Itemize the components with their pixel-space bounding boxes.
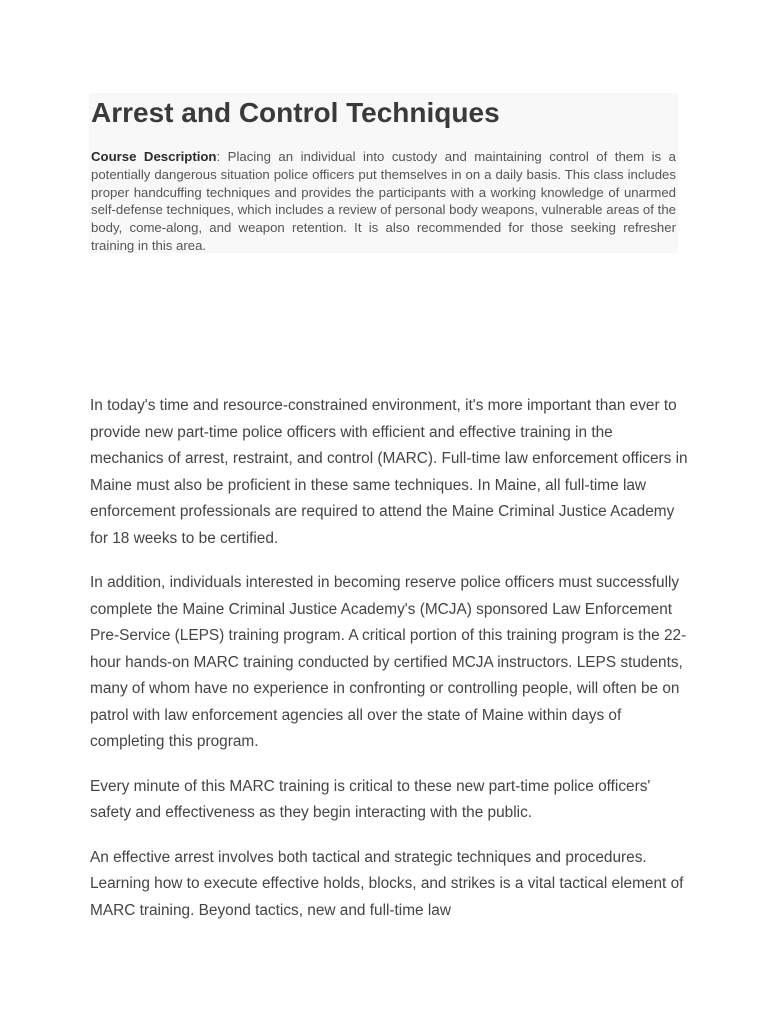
course-header-block [89,93,678,253]
body-paragraph: An effective arrest involves both tactical and strategic techniques and procedures. Learning how to execute effective holds, blocks, and strikes is a vital tactical element of MARC training. Beyond tactics, new and full-time law [90,848,684,919]
page-title: Arrest and Control Techniques [91,97,500,128]
body-paragraph: In addition, individuals interested in becoming reserve police officers must successfully complete the Maine Criminal Justice Academy's (MCJA) sponsored Law Enforcement Pre-Service (LEPS) training program. A critical portion of this training program is the 22-hour hands-on MARC training conducted by certified MCJA instructors. LEPS students, many of whom have no experience in confronting or controlling people, will often be on patrol with law enforcement agencies all over the state of Maine within days of completing this program. [90,574,687,750]
course-description-label: Course Description [91,149,217,164]
course-description [91,148,676,255]
article-body [90,393,690,942]
body-paragraph: Every minute of this MARC training is critical to these new part-time police officers' safety and effectiveness as they begin interacting with the public. [90,777,651,821]
body-paragraph: In today's time and resource-constrained environment, it's more important than ever to provide new part-time police officers with efficient and effective training in the mechanics of arrest, restraint, and control (MARC). Full-time law enforcement officers in Maine must also be proficient in these same techniques. In Maine, all full-time law enforcement professionals are required to attend the Maine Criminal Justice Academy for 18 weeks to be certified. [90,397,688,547]
course-description-text: : Placing an individual into custody and maintaining control of them is a potentially dangerous situation police officers put themselves in on a daily basis. This class includes proper handcuffing techniques and provides the participants with a working knowledge of unarmed self-defense techniques, which includes a review of personal body weapons, vulnerable areas of the body, come-along, and weapon retention. It is also recommended for those seeking refresher training in this area. [91,149,676,253]
